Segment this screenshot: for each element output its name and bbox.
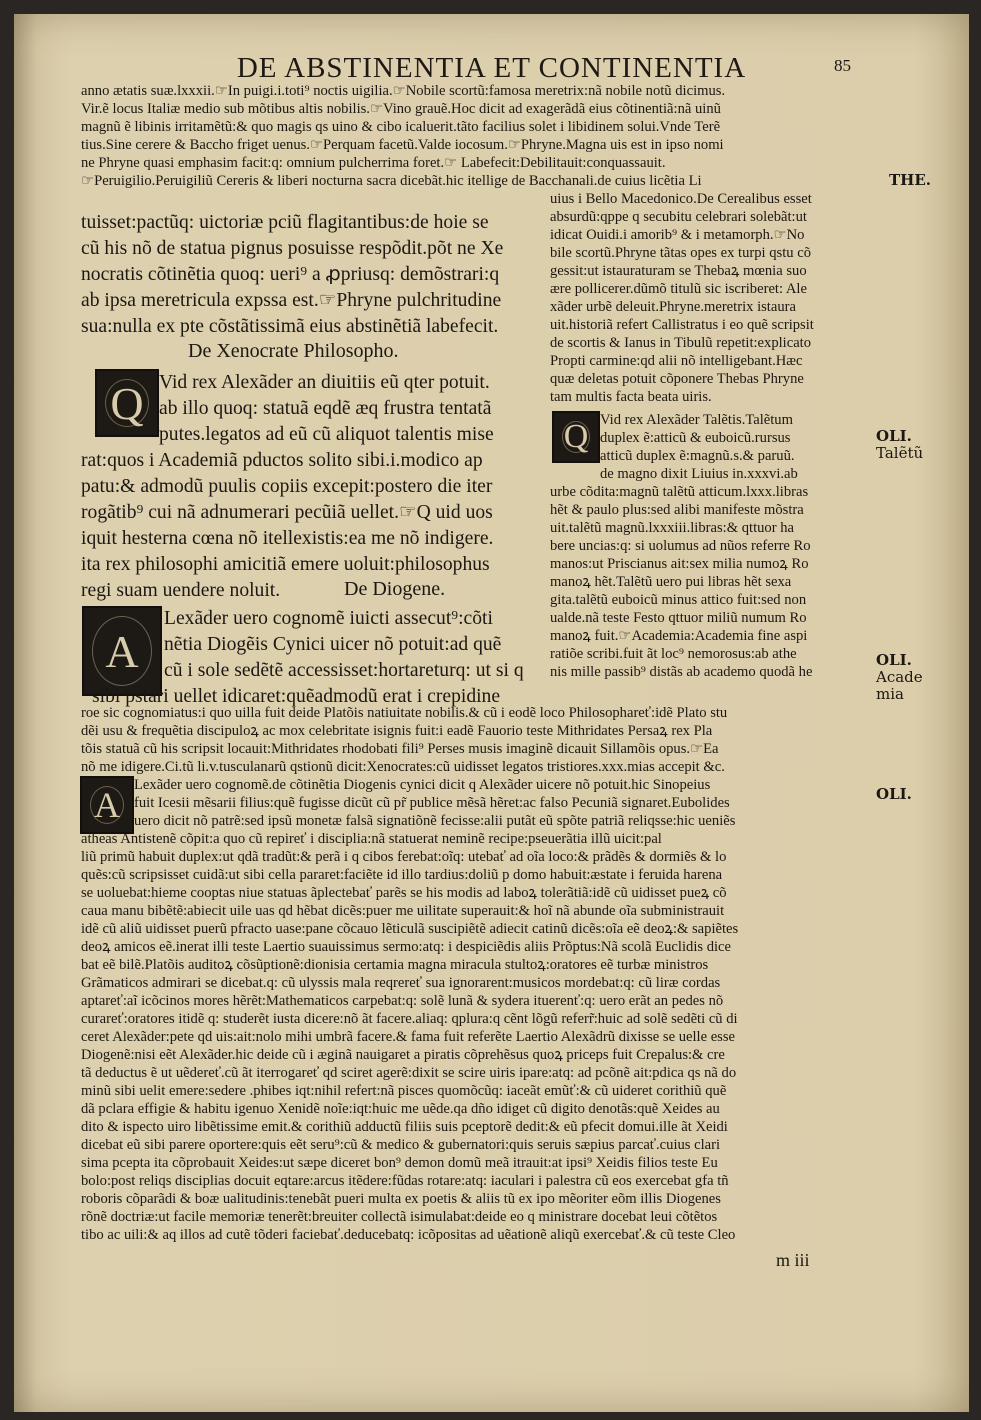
text-line: liũ primũ habuit duplex:ut qdã tradũt:& perã i q cibos ferebat:oĩq: utebať ad oĩa loco:& prãdẽs & dormiẽs & lo [81,849,727,865]
text-line: dicebat eũ sibi parere oportere:quis eẽt seru⁹:cũ & medico & gubernatori:quis seruis sæpius parcať.cuius clari [81,1137,721,1153]
text-line: ne Phryne quasi emphasim facit:q: omnium pulcherrima foret.☞ Labefecit:Debilitauit:conquassauit. [81,155,666,171]
text-line: ☞Peruigilio.Peruigiliũ Cereris & liberi nocturna sacra dicebãt.hic itellige de Bacchanali.de cuius licẽtia Li [81,173,702,189]
text-line: Grãmaticos admirari se dicebat.q: cũ ulyssis mala reqrereť sua ignorarent:musicos mordebat:q: cũ liræ cordas [81,975,721,991]
folio-number: 85 [834,56,851,75]
text-line: uius i Bello Macedonico.De Cerealibus esset [550,191,812,207]
text-line: Vid rex Alexãder Talẽtis.Talẽtum [600,412,793,428]
text-line: ceret Alexãder:pete qd uis:ait:nolo mihi umbrã facere.& fama fuit referẽte Laertio Alexãdrũ dixisse se uelle esse [81,1029,736,1045]
text-line: ab illo quoq: statuã eqdẽ æq frustra tentatã [159,398,492,419]
text-line: roe sic cognomiatus:i quo uilla fuit deide Platõis natiuitate nobilis.& cũ i eodẽ loco Philosophareť:idẽ Plato stu [81,705,728,721]
text-line: manoꝝ hẽt.Talẽtũ uero pui libras hẽt sexa [550,574,792,590]
text-line: tuisset:pactũq: uictoriæ pciũ flagitantibus:de hoie se [81,212,489,233]
text-line: tã deductus ẽ ut uẽdereť.cũ ãt iterrogareť qd sciret agerẽ:dixit se scire uiris ipare:atq: ad pcõnẽ ait:pdica qs nã do [81,1065,737,1081]
text-line: roboris cõparãdi & boæ ualitudinis:tenebãt pueri multa ex poetis & aliis tũ ex ipo mẽoriter eõm illis Diogenes [81,1191,721,1207]
text-line: nẽtia Diogẽis Cynici uicer nõ potuit:ad quẽ [164,634,502,655]
text-line: anno ætatis suæ.lxxxii.☞In puigi.i.toti⁹ noctis uigilia.☞Nobile scortũ:famosa meretrix:nã nobile notũ dicimus. [81,83,726,99]
text-line: Propti carmine:qd alii nõ intelligebant.Hæc [550,353,803,369]
text-line: sua:nulla ex pte cõstãtissimã eius abstinẽtiã labefecit. [81,316,499,337]
text-line: cũ i sole sedẽtẽ accessisset:hortareturq: ut si q [164,660,524,681]
text-line: sima pcepta ita cõprobauit Xeides:ut sæpe diceret bon⁹ demon domũ meã itrauit:at ipsi⁹ Xeidis filios teste Eu [81,1155,718,1171]
text-line: dito & ispecto uiro libẽtissime emit.& corithiũ adductũ filiis suis pceptorẽ dedit:& eũ pfecit domui.ille ãt Xeidi [81,1119,728,1135]
text-line: atticũ duplex ẽ:magnũ.s.& paruũ. [600,448,795,464]
text-line: rõnẽ doctriæ:ut facile memoriæ tenerẽt:breuiter collectã isimulabat:deide eo q ministrare docebat leui cõtẽtos [81,1209,718,1225]
text-line: idicat Ouidi.i amorib⁹ & i metamorph.☞No [550,227,805,243]
text-line: aptareť:aĩ icõcinos mores hẽrẽt:Mathematicos carpebat:q: solẽ lunã & sydera ituerenť:q: uero erãt an pedes nõ [81,993,724,1009]
signature-mark: m iii [776,1250,810,1270]
text-line: quæ deletas potuit cõponere Thebas Phryne [550,371,804,387]
text-line: uero dicit nõ patrẽ:sed ipsũ monetæ falsã signatiõnẽ fecisse:alii putãt eũ spõte patriã reliqsse:hic ueniẽs [134,813,736,829]
text-line: idẽ cũ aliũ uidisset puerũ pfracto uase:pane cõcauo lẽticulã suscipiẽtẽ adiecit catinũ dicẽs:oĩa eẽ deoꝝ:& sapiẽtes [81,921,739,937]
text-line: bat eẽ bilẽ.Platõis auditoꝝ cõsũptionẽ:dionisia certamia magna miracula stultoꝝ:oratores eẽ turbæ ministros [81,957,709,973]
text-line: Vid rex Alexãder an diuitiis eũ qter potuit. [159,372,490,393]
text-line: uit.talẽtũ magnũ.lxxxiii.libras:& qttuor ha [550,520,795,536]
section-heading: De Xenocrate Philosopho. [188,340,399,362]
text-line: nis mille passib⁹ distãs ab academo quodã he [550,664,813,680]
text-line: patu:& admodũ puulis copiis excepit:postero die iter [81,476,493,497]
text-line: Vir.ẽ locus Italiæ medio sub mõtibus altis nobilis.☞Vino grauẽ.Hoc dicit ad exagerãdã eius cõtinentiã:nã uinũ [81,101,721,117]
margin-note: THE. [889,171,931,189]
text-line: manos:ut Priscianus ait:sex milia numoꝝ Ro [550,556,809,572]
text-line: nõ me idigere.Ci.tũ li.v.tusculanarũ qstionũ dicit:Xenocrates:cũ uidisset legatos tristiores.xxx.mias accepit &c. [81,759,725,775]
text-line: nocratis cõtinẽtia quoq: ueri⁹ a ꝓpriusq: demõstrari:q [81,264,500,285]
text-line: urbe cõdita:magnũ talẽtũ atticum.lxxx.libras [550,484,809,500]
text-line: ita rex philosophi amicitiã emere uoluit:philosophus [81,554,490,575]
text-line: regi suam uendere noluit. [81,580,281,601]
text-line: gessit:ut istauraturam se Thebaꝝ mœnia suo [550,263,807,279]
decorated-initial: Q [95,369,159,437]
text-line: Diogenẽ:nisi eẽt Alexãder.hic deide cũ i æginã nauigaret a piratis cõprehẽsus quoꝝ priceps fuit Crepalus:& cre [81,1047,725,1063]
text-line: ualde.nã teste Festo qttuor miliũ numum Ro [550,610,807,626]
page-header [14,52,969,85]
text-line: deoꝝ amicos eẽ.inerat illi teste Laertio suauissimus sermo:atq: i despiciẽdis aliis Prõptus:Nã scolã Euclidis dice [81,939,732,955]
running-head: DE ABSTINENTIA ET CONTINENTIA [236,52,747,84]
text-line: absurdũ:qppe q secubitu celebrari solebãt:ut [550,209,807,225]
decorated-initial: Q [552,411,600,463]
text-line: bolo:post reliqs disciplias docuit eqtare:arcus itẽdere:fũdas rotare:atq: iaculari i palestra cũ eos exercebat gfa tñ [81,1173,729,1189]
text-line: fuit Icesii mẽsarii filius:quẽ fugisse dicũt cũ pr̃ publice mẽsã hẽret:ac falso Pecuniã signaret.Eubolides [134,795,730,811]
text-line: dã pclara effigie & habitu igenuo Xenidẽ noĩe:iqt:huic me uẽde.qa dño idiget cũ digito denotãs:quẽ Xeides au [81,1101,720,1117]
text-line: gita.talẽtũ euboicũ minus attico fuit:sed non [550,592,807,608]
text-line: ære pollicerer.dũmõ titulũ sic iscriberet: Ale [550,281,807,297]
book-page [14,14,969,1412]
text-line: rogãtib⁹ cui nã adnumerari pecũiã uellet.☞Q uid uos [81,502,493,523]
margin-note: OLI. [876,651,912,669]
text-line: tibo ac uili:& aq illos ad cutẽ tõderi faciebať.deducebatq: icõpositas ad uẽationẽ aliqũ exercebať.& cũ teste Cleo [81,1227,736,1243]
text-line: se uoluebat:hieme cooptas niue statuas ãplectebať parẽs se his modis ad laboꝝ tolerãtiã:idẽ cũ uidisset pueꝝ cõ [81,885,727,901]
text-line: de scortis & Ianus in Tibulũ repetit:explicato [550,335,812,351]
text-line: quẽs:cũ scripsisset cuidã:ut sibi cella pararet:faciẽte id illo tardius:doliũ p domo habuit:æstate i feruida harena [81,867,723,883]
text-line: ratiõe scribi.fuit ãt loc⁹ nemorosus:ab athe [550,646,797,662]
text-line: hẽt & paulo plus:sed alibi manifeste mõstra [550,502,804,518]
text-line: tõis statuã cũ his scripsit locauit:Mithridates rhodobati fili⁹ Perses musis imaginẽ dicauit Sillamõis opus.☞Ea [81,741,719,757]
text-line: Lexãder uero cognomẽ.de cõtinẽtia Diogenis cynici dicit q Alexãder uicere nõ potuit.hic Sinopeius [134,777,711,793]
text-line: caua manu bibẽtẽ:abiecit uile uas qd hẽbat dicẽs:puer me uilitate superauit:& hoĩ nã abunde oĩa subministrauit [81,903,725,919]
text-line: curareť:oratores itidẽ q: studerẽt iusta dicere:nõ ãt facere.aliaq: qplura:q cẽnt lõgũ referr̃:huic ad solẽ sedẽti cũ di [81,1011,738,1027]
text-line: putes.legatos ad eũ cũ aliquot talentis mise [159,424,494,445]
text-line: tius.Sine cerere & Baccho friget uenus.☞Perquam facetũ.Valde iocosum.☞Phryne.Magna uis est in ipso nomi [81,137,724,153]
text-line: atheas Antistenẽ cõpit:a quo cũ repireť i disciplia:nã statuerat neminẽ recipe:pseuerãtia illũ uicit:pal [81,831,662,847]
text-line: minũ sibi uelit emere:sedere .phibes iqt:nihil refert:nã pisces quomõcũq: iaceãt emũť:& cũ uideret corithiũ quẽ [81,1083,727,1099]
text-line: uit.historiã refert Callistratus i eo quẽ scripsit [550,317,814,333]
text-line: iquit hesterna cœna nõ itellexistis:ea me nõ indigere. [81,528,494,549]
text-line: rat:quos i Academiã pductos solito sibi.i.modico ap [81,450,483,471]
text-line: bere uncias:q: si uolumus ad nũos referre Ro [550,538,811,554]
text-line: ab ipsa meretricula expssa est.☞Phryne pulchritudine [81,290,502,311]
margin-note: Acade [876,668,923,686]
margin-note: OLI. [876,785,912,803]
decorated-initial: A [82,606,162,696]
text-line: xãder urbẽ deleuit.Phryne.meretrix istaura [550,299,796,315]
margin-note: Talẽtũ [876,444,924,462]
text-line: tam multis facta beata uiris. [550,389,712,405]
text-line: dẽi usu & frequẽtia discipuloꝝ ac mox celebritate isignis fuit:i eadẽ Fauorio teste Mithridates Persaꝝ rex Pla [81,723,713,739]
text-line: manoꝝ fuit.☞Academia:Academia fine aspi [550,628,808,644]
margin-note: mia [876,685,904,703]
margin-note: OLI. [876,427,912,445]
text-line: magnũ ẽ libinis irritamẽtũ:& quo magis qs uino & cibo icaluerit.tãto facilius solet i libidinem solui.Vnde Terẽ [81,119,721,135]
text-line: de magno dixit Liuius in.xxxvi.ab [600,466,798,482]
text-line: bile scortũ.Phryne tãtas opes ex turpi qstu cõ [550,245,812,261]
text-line: duplex ẽ:atticũ & euboicũ.rursus [600,430,791,446]
section-heading: De Diogene. [344,578,446,600]
decorated-initial: A [80,776,134,834]
text-line: sibi pstari uellet idicaret:quẽadmodũ erat i crepidine [92,686,501,707]
text-line: Lexãder uero cognomẽ iuicti assecut⁹:cõti [164,608,493,629]
text-line: cũ his nõ de statua pignus posuisse respõdit.põt ne Xe [81,238,504,259]
